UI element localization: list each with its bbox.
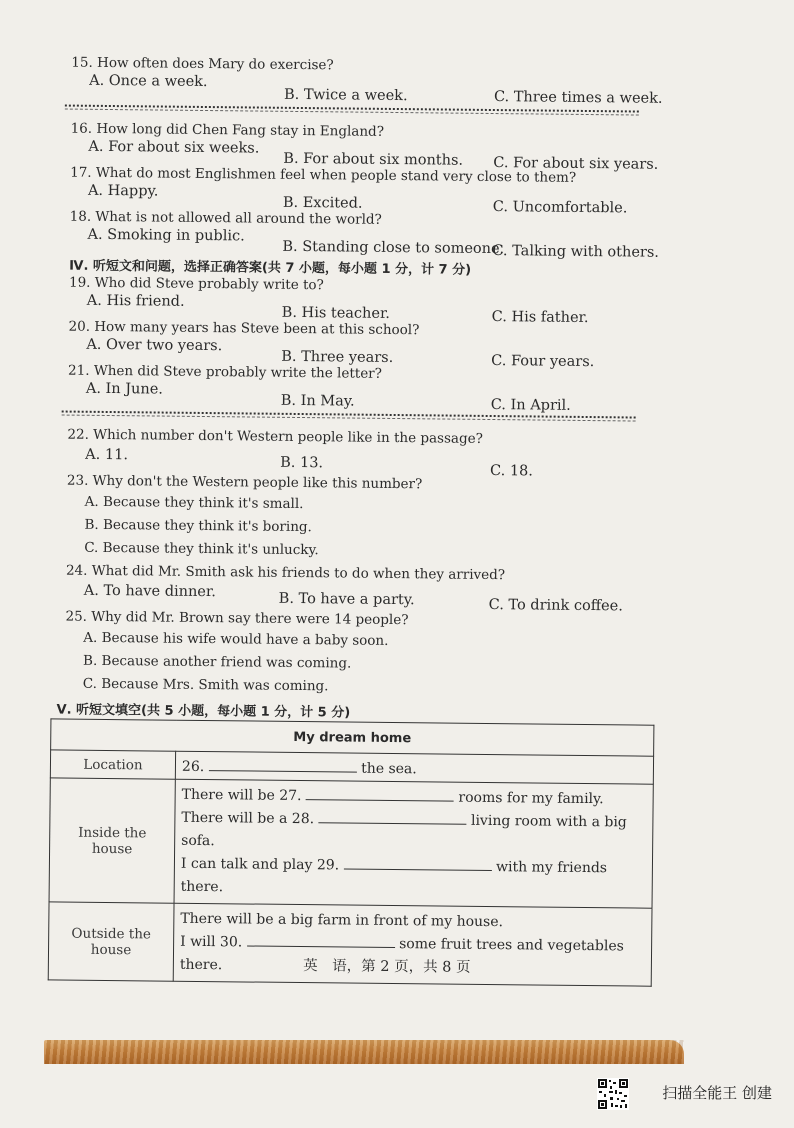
option-18a: A. Smoking in public. bbox=[87, 226, 245, 245]
location-suffix: the sea. bbox=[361, 760, 417, 778]
question-19: 19. Who did Steve probably write to? bbox=[68, 274, 324, 294]
option-20c: C. Four years. bbox=[491, 353, 595, 371]
option-22a: A. 11. bbox=[85, 446, 129, 464]
option-15c: C. Three times a week. bbox=[493, 89, 663, 107]
inside-row-29 bbox=[181, 853, 646, 904]
option-25c: C. Because Mrs. Smith was coming. bbox=[82, 675, 329, 695]
question-18: 18. What is not allowed all around the world? bbox=[69, 208, 382, 228]
inside-label: Inside the house bbox=[49, 778, 175, 903]
page-footer: 英 语，第 2 页，共 8 页 bbox=[303, 958, 471, 976]
option-24c: C. To drink coffee. bbox=[488, 596, 623, 615]
option-24a: A. To have dinner. bbox=[83, 582, 216, 601]
option-15b: B. Twice a week. bbox=[283, 86, 408, 105]
wooden-desk-edge bbox=[44, 1040, 684, 1064]
option-17a: A. Happy. bbox=[87, 182, 159, 200]
blank-30-number: I will 30. bbox=[180, 933, 243, 951]
option-20b: B. Three years. bbox=[281, 348, 394, 366]
option-22b: B. 13. bbox=[280, 454, 324, 472]
option-21b: B. In May. bbox=[280, 392, 355, 410]
option-15a: A. Once a week. bbox=[89, 72, 208, 91]
outside-row-30-suffix: some fruit trees and vegetables there. bbox=[179, 936, 624, 974]
question-24: 24. What did Mr. Smith ask his friends to do when they arrived? bbox=[65, 562, 506, 584]
blank-26-number: 26. bbox=[181, 758, 205, 776]
blank-28[interactable] bbox=[319, 808, 467, 825]
section-4-heading: Ⅳ. 听短文和问题，选择正确答案(共 7 小题，每小题 1 分，计 7 分) bbox=[69, 258, 472, 278]
blank-27[interactable] bbox=[306, 785, 454, 802]
table-title: My dream home bbox=[51, 719, 654, 756]
option-22c: C. 18. bbox=[489, 463, 534, 480]
option-19a: A. His friend. bbox=[86, 292, 185, 310]
option-18b: B. Standing close to someone. bbox=[282, 238, 505, 258]
question-23: 23. Why don't the Western people like this number? bbox=[66, 472, 423, 493]
option-16b: B. For about six months. bbox=[283, 150, 464, 169]
question-16: 16. How long did Chen Fang stay in England? bbox=[70, 120, 385, 140]
inside-row-28-suffix: living room with a big sofa. bbox=[181, 812, 627, 850]
question-17: 17. What do most Englishmen feel when people stand very close to them? bbox=[70, 164, 577, 186]
option-21c: C. In April. bbox=[490, 397, 571, 414]
question-21: 21. When did Steve probably write the letter? bbox=[68, 362, 383, 382]
option-20a: A. Over two years. bbox=[86, 336, 223, 355]
option-23c: C. Because they think it's unlucky. bbox=[84, 539, 319, 559]
scanner-brand-label: 扫描全能王 创建 bbox=[662, 1084, 772, 1102]
blank-27-number: There will be 27. bbox=[181, 786, 302, 805]
outside-row-1: There will be a big farm in front of my house. bbox=[180, 910, 504, 931]
option-18c: C. Talking with others. bbox=[492, 243, 660, 261]
question-15: 15. How often does Mary do exercise? bbox=[71, 54, 334, 74]
question-22: 22. Which number don't Western people like in the passage? bbox=[67, 426, 483, 447]
blank-30[interactable] bbox=[247, 931, 395, 948]
inside-row-29-suffix: with my friends there. bbox=[180, 859, 608, 896]
outside-label: Outside the house bbox=[48, 902, 174, 981]
option-19c: C. His father. bbox=[491, 309, 589, 327]
option-17b: B. Excited. bbox=[282, 194, 363, 212]
inside-row-27-suffix: rooms for my family. bbox=[458, 789, 604, 808]
question-25: 25. Why did Mr. Brown say there were 14 people? bbox=[65, 608, 409, 629]
blank-28-number: There will be a 28. bbox=[181, 809, 315, 828]
question-20: 20. How many years has Steve been at this school? bbox=[68, 318, 420, 339]
location-label: Location bbox=[50, 750, 175, 779]
option-16a: A. For about six weeks. bbox=[88, 138, 260, 157]
option-17c: C. Uncomfortable. bbox=[492, 199, 628, 217]
option-19b: B. His teacher. bbox=[281, 304, 391, 322]
inside-row-28 bbox=[181, 807, 646, 858]
qr-code-icon bbox=[597, 1078, 629, 1110]
option-16c: C. For about six years. bbox=[493, 155, 659, 173]
option-23b: B. Because they think it's boring. bbox=[84, 516, 312, 536]
option-25b: B. Because another friend was coming. bbox=[82, 652, 352, 672]
cut-line bbox=[65, 105, 639, 113]
inside-cell bbox=[174, 779, 653, 908]
blank-29[interactable] bbox=[344, 854, 492, 871]
dream-home-table bbox=[48, 718, 655, 986]
option-24b: B. To have a party. bbox=[278, 590, 415, 609]
option-25a: A. Because his wife would have a baby soon. bbox=[83, 629, 389, 649]
option-23a: A. Because they think it's small. bbox=[84, 493, 304, 513]
blank-29-number: I can talk and play 29. bbox=[180, 855, 340, 874]
section-5-heading: Ⅴ. 听短文填空(共 5 小题，每小题 1 分，计 5 分) bbox=[56, 702, 351, 721]
blank-26[interactable] bbox=[209, 756, 357, 773]
option-21a: A. In June. bbox=[85, 380, 164, 398]
